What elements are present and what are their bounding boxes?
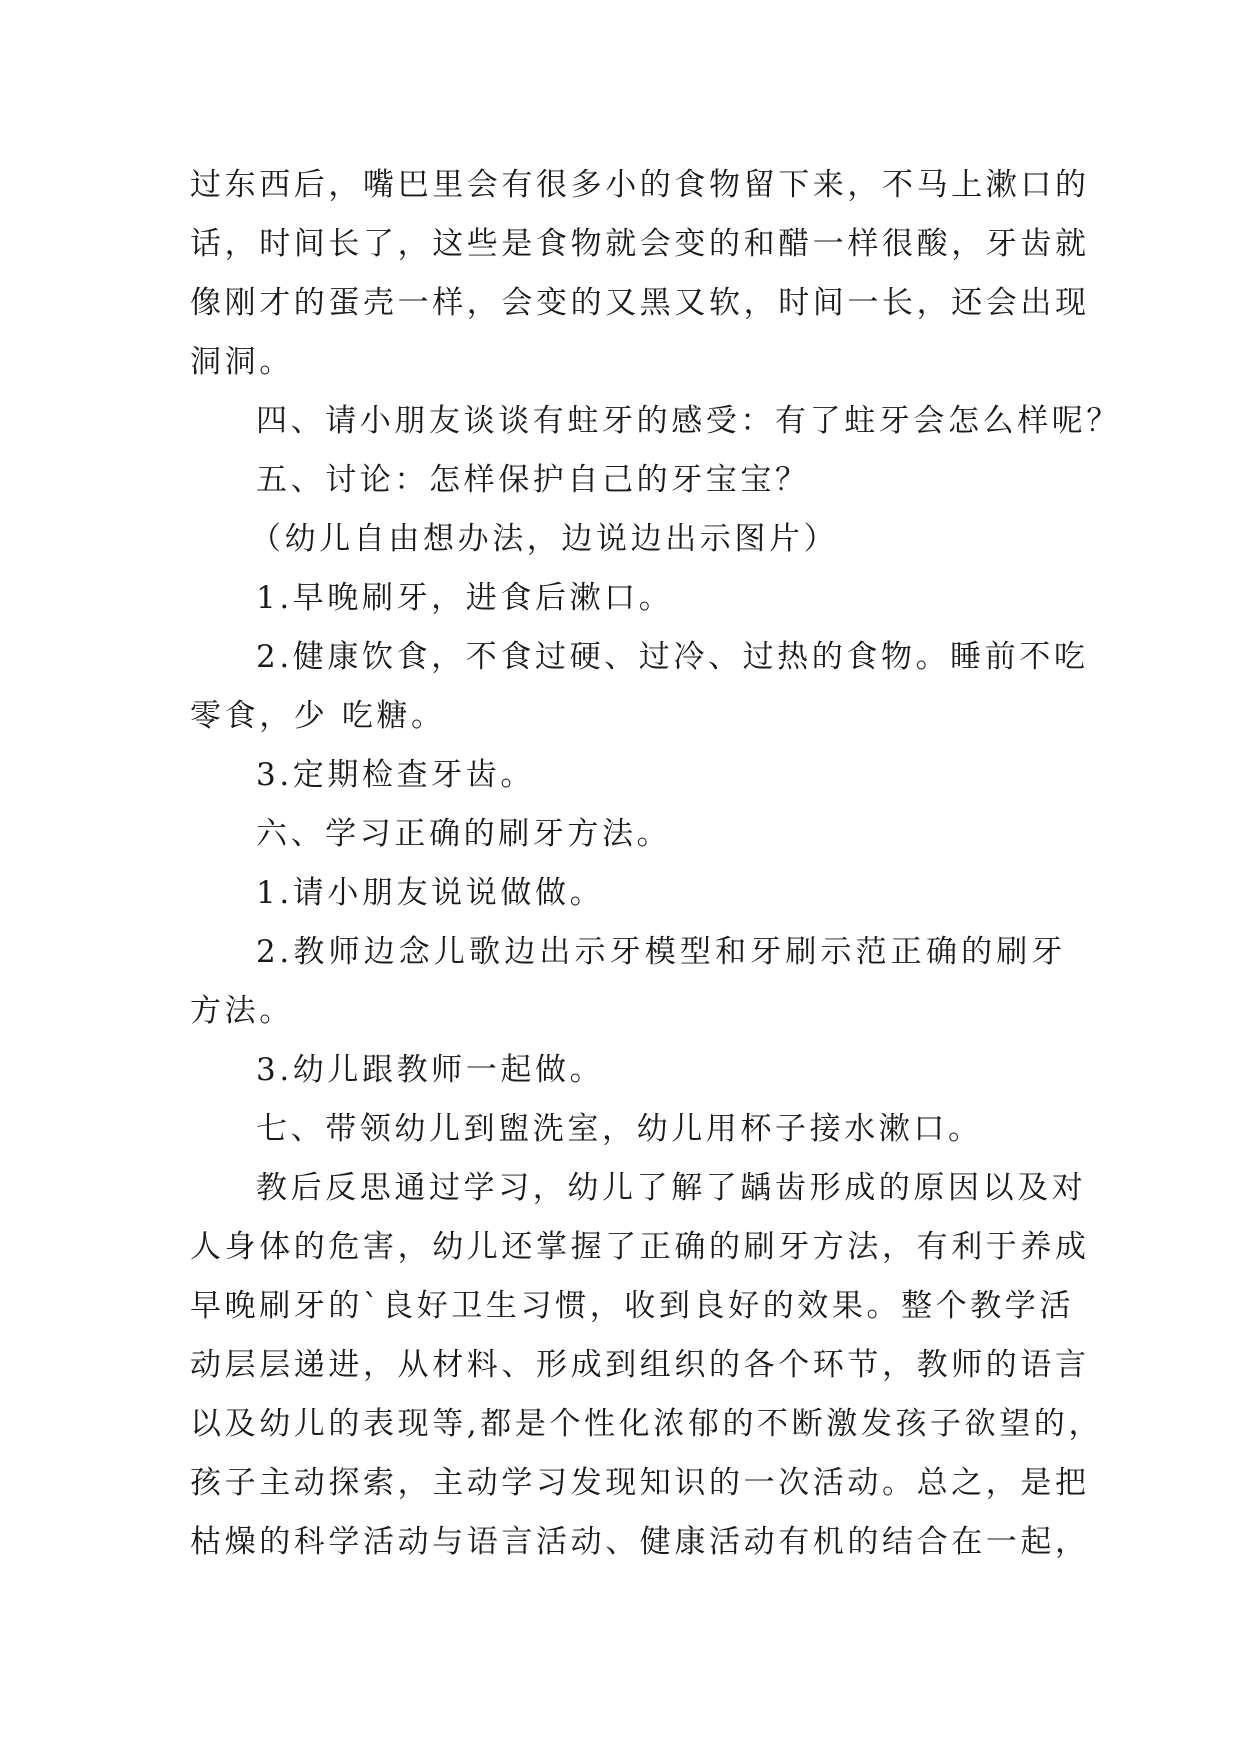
- text-line: 方法。: [190, 993, 294, 1029]
- text-line: 早晚刷牙的`良好卫生习惯，收到良好的效果。整个教学活: [190, 1288, 1075, 1324]
- text-line: 以及幼儿的表现等,都是个性化浓郁的不断激发孩子欲望的，: [190, 1406, 1104, 1442]
- section-heading-seven: 七、带领幼儿到盥洗室，幼儿用杯子接水漱口。: [256, 1111, 983, 1147]
- text-line: 动层层递进，从材料、形成到组织的各个环节，教师的语言: [190, 1347, 1090, 1383]
- text-line: 话，时间长了，这些是食物就会变的和醋一样很酸，牙齿就: [190, 226, 1090, 262]
- section-heading-four: 四、请小朋友谈谈有蛀牙的感受：有了蛀牙会怎么样呢？: [256, 403, 1121, 439]
- section-heading-five: 五、讨论：怎样保护自己的牙宝宝？: [256, 462, 810, 498]
- list-item: 3.幼儿跟教师一起做。: [256, 1052, 605, 1088]
- text-line: （幼儿自由想办法，边说边出示图片）: [250, 521, 839, 557]
- list-item: 1.早晚刷牙，进食后漱口。: [256, 580, 674, 616]
- text-line: 枯燥的科学活动与语言活动、健康活动有机的结合在一起，: [190, 1524, 1090, 1560]
- document-body: [190, 156, 1121, 1572]
- text-line: 孩子主动探索，主动学习发现知识的一次活动。总之，是把: [190, 1465, 1090, 1501]
- section-heading-six: 六、学习正确的刷牙方法。: [256, 816, 672, 852]
- list-item: 2.健康饮食，不食过硬、过冷、过热的食物。睡前不吃: [256, 639, 1089, 675]
- list-item: 2.教师边念儿歌边出示牙模型和牙刷示范正确的刷牙: [256, 934, 1066, 970]
- text-line: 教后反思通过学习，幼儿了解了龋齿形成的原因以及对: [256, 1170, 1087, 1206]
- list-item: 1.请小朋友说说做做。: [256, 875, 605, 911]
- text-line: 洞洞。: [190, 344, 294, 380]
- text-line: 过东西后，嘴巴里会有很多小的食物留下来，不马上漱口的: [190, 167, 1090, 203]
- list-item: 3.定期检查牙齿。: [256, 757, 535, 793]
- text-line: 像刚才的蛋壳一样，会变的又黑又软，时间一长，还会出现: [190, 285, 1090, 321]
- text-line: 人身体的危害，幼儿还掌握了正确的刷牙方法，有利于养成: [190, 1229, 1090, 1265]
- text-line: 零食，少 吃糖。: [190, 698, 446, 734]
